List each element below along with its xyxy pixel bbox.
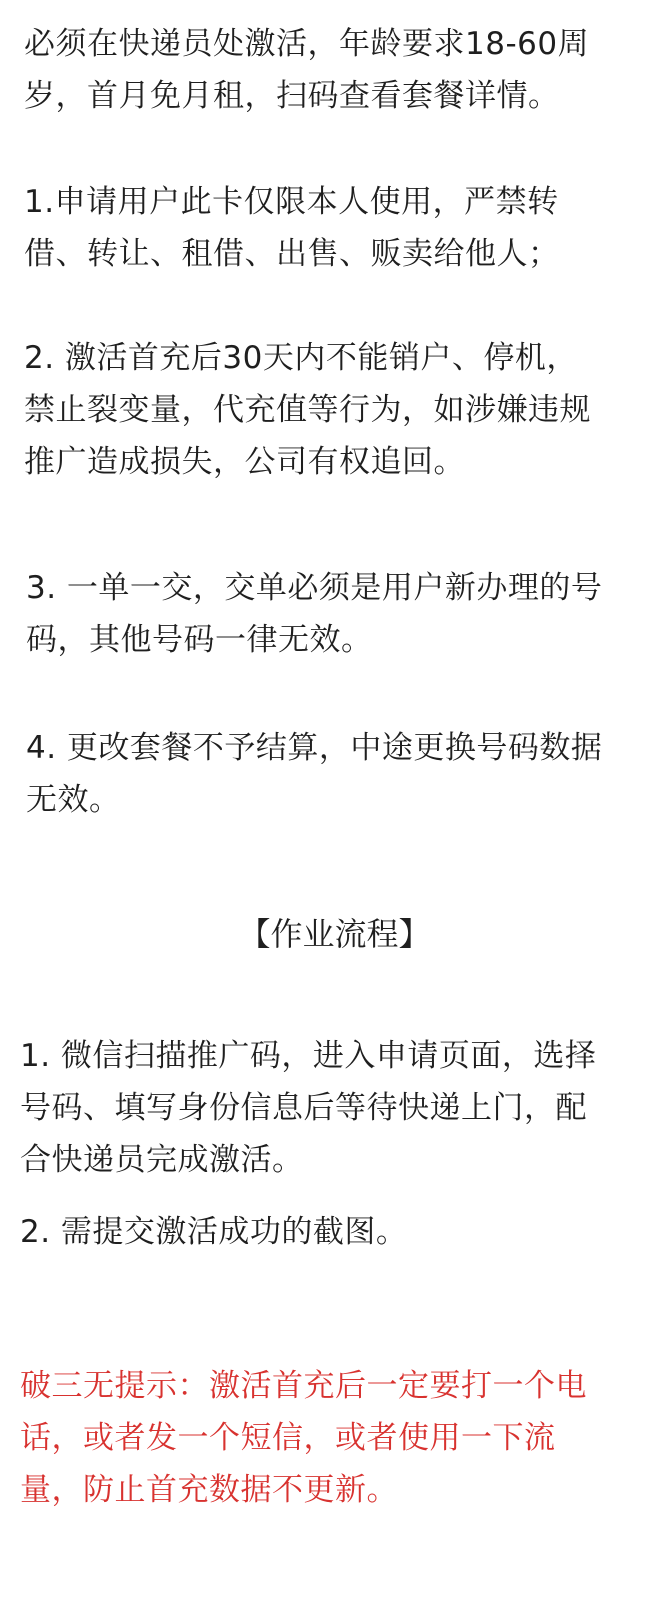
rule-1	[24, 176, 560, 280]
rule-2-line-3: 推广造成损失，公司有权追回。	[24, 444, 465, 480]
notice-line-1: 破三无提示：激活首充后一定要打一个电	[20, 1368, 587, 1404]
workflow-step-2-line-1: 2. 需提交激活成功的截图。	[20, 1214, 408, 1250]
rule-3	[26, 562, 602, 666]
workflow-step-2	[20, 1206, 407, 1258]
rule-2-line-1: 2. 激活首充后30天内不能销户、停机，	[24, 340, 578, 376]
rule-3-line-2: 码，其他号码一律无效。	[26, 622, 373, 658]
rule-4-line-1: 4. 更改套餐不予结算，中途更换号码数据	[26, 730, 603, 766]
rule-2-line-2: 禁止裂变量，代充值等行为，如涉嫌违规	[24, 392, 591, 428]
notice-paragraph	[20, 1360, 587, 1516]
notice-line-2: 话，或者发一个短信，或者使用一下流	[20, 1420, 556, 1456]
notice-line-3: 量，防止首充数据不更新。	[20, 1472, 398, 1508]
intro-line-1: 必须在快递员处激活，年龄要求18-60周	[24, 26, 590, 62]
workflow-step-1	[20, 1030, 596, 1186]
workflow-heading: 【作业流程】	[238, 915, 431, 953]
intro-line-2: 岁，首月免月租，扫码查看套餐详情。	[24, 78, 560, 114]
workflow-step-1-line-2: 号码、填写身份信息后等待快递上门，配	[20, 1090, 587, 1126]
rule-3-line-1: 3. 一单一交，交单必须是用户新办理的号	[26, 570, 603, 606]
workflow-step-1-line-3: 合快递员完成激活。	[20, 1142, 304, 1178]
rule-4-line-2: 无效。	[26, 782, 121, 818]
intro-paragraph	[24, 18, 589, 122]
workflow-step-1-line-1: 1. 微信扫描推广码，进入申请页面，选择	[20, 1038, 597, 1074]
rule-1-line-1: 1.申请用户此卡仅限本人使用，严禁转	[24, 184, 559, 220]
rule-2	[24, 332, 591, 488]
rule-1-line-2: 借、转让、租借、出售、贩卖给他人；	[24, 236, 560, 272]
rule-4	[26, 722, 602, 826]
